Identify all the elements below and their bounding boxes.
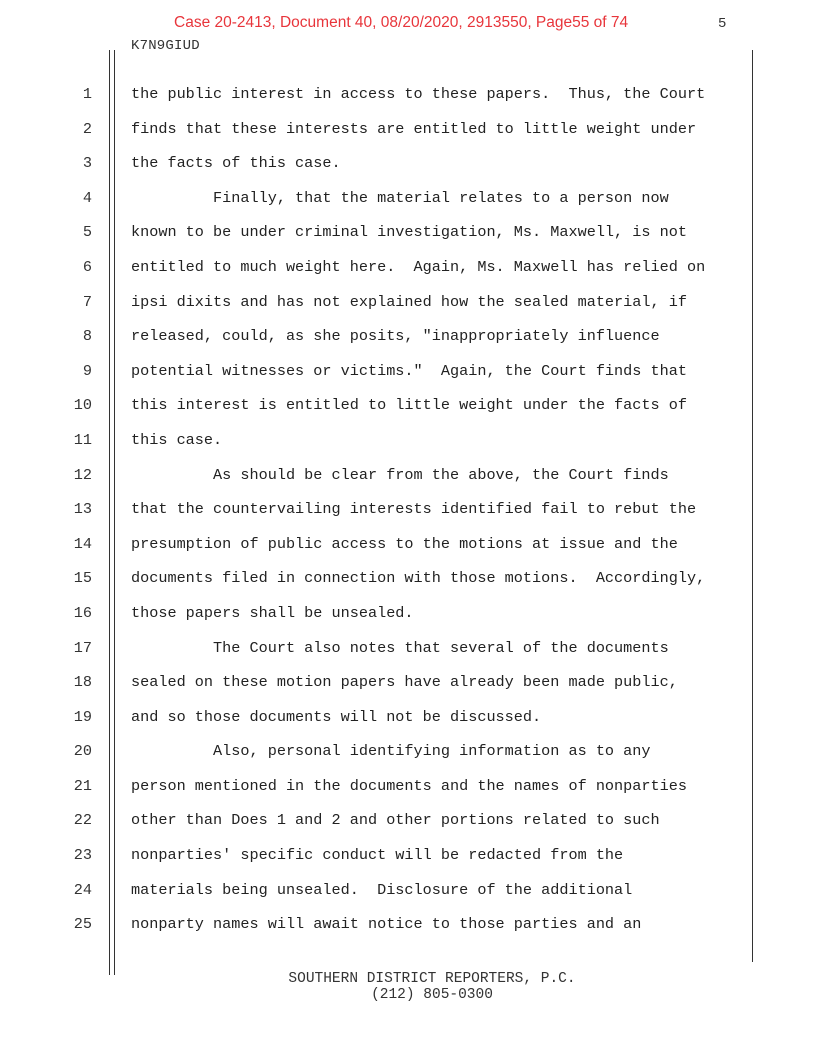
line-number: 25 xyxy=(73,915,92,934)
line-text: As should be clear from the above, the Court finds xyxy=(131,465,669,484)
line-text: Also, personal identifying information as to any xyxy=(131,742,651,761)
line-text: entitled to much weight here. Again, Ms. Maxwell has relied on xyxy=(131,257,706,276)
line-text: person mentioned in the documents and the names of nonparties xyxy=(131,776,687,795)
line-text: other than Does 1 and 2 and other portions related to such xyxy=(131,811,660,830)
line-number: 21 xyxy=(73,776,92,795)
transcript-line xyxy=(0,492,816,527)
transcript-line xyxy=(0,561,816,596)
transcript-line xyxy=(0,112,816,147)
line-number: 24 xyxy=(73,880,92,899)
line-text: nonparty names will await notice to those parties and an xyxy=(131,915,642,934)
transcript-line xyxy=(0,527,816,562)
line-text: potential witnesses or victims." Again, the Court finds that xyxy=(131,361,687,380)
line-number: 13 xyxy=(73,500,92,519)
transcript-line xyxy=(0,423,816,458)
transcript-line xyxy=(0,838,816,873)
transcript-line xyxy=(0,77,816,112)
transcript-line xyxy=(0,631,816,666)
transcript-line xyxy=(0,388,816,423)
case-stamp: Case 20-2413, Document 40, 08/20/2020, 2913550, Page55 of 74 xyxy=(174,14,629,31)
document-id: K7N9GIUD xyxy=(131,38,200,54)
line-text: sealed on these motion papers have already been made public, xyxy=(131,673,678,692)
line-number: 22 xyxy=(73,811,92,830)
line-text: this case. xyxy=(131,430,223,449)
line-text: known to be under criminal investigation, Ms. Maxwell, is not xyxy=(131,223,687,242)
line-text: nonparties' specific conduct will be redacted from the xyxy=(131,846,624,865)
transcript-line xyxy=(0,907,816,942)
line-number: 10 xyxy=(73,396,92,415)
footer-phone: (212) 805-0300 xyxy=(371,987,493,1003)
line-number: 16 xyxy=(73,603,92,622)
transcript-line xyxy=(0,285,816,320)
line-number: 3 xyxy=(82,154,92,173)
transcript-line xyxy=(0,215,816,250)
transcript-line xyxy=(0,181,816,216)
line-text: finds that these interests are entitled to little weight under xyxy=(131,119,697,138)
transcript-body xyxy=(0,77,816,942)
line-number: 23 xyxy=(73,846,92,865)
line-number: 5 xyxy=(82,223,92,242)
line-text: the facts of this case. xyxy=(131,154,341,173)
line-number: 7 xyxy=(82,292,92,311)
line-number: 18 xyxy=(73,673,92,692)
page-number: 5 xyxy=(718,16,727,32)
line-number: 14 xyxy=(73,534,92,553)
line-number: 6 xyxy=(82,257,92,276)
line-text: materials being unsealed. Disclosure of the additional xyxy=(131,880,633,899)
transcript-line xyxy=(0,769,816,804)
transcript-line xyxy=(0,146,816,181)
line-number: 12 xyxy=(73,465,92,484)
transcript-line xyxy=(0,458,816,493)
line-text: ipsi dixits and has not explained how the sealed material, if xyxy=(131,292,687,311)
transcript-line xyxy=(0,734,816,769)
transcript-line xyxy=(0,803,816,838)
line-number: 11 xyxy=(73,430,92,449)
line-number: 9 xyxy=(82,361,92,380)
transcript-line xyxy=(0,596,816,631)
line-number: 4 xyxy=(82,188,92,207)
line-text: documents filed in connection with those motions. Accordingly, xyxy=(131,569,706,588)
line-number: 17 xyxy=(73,638,92,657)
footer-reporter: SOUTHERN DISTRICT REPORTERS, P.C. xyxy=(288,971,576,987)
line-text: Finally, that the material relates to a person now xyxy=(131,188,669,207)
line-text: the public interest in access to these papers. Thus, the Court xyxy=(131,85,706,103)
line-text: and so those documents will not be discussed. xyxy=(131,707,542,726)
line-text: released, could, as she posits, "inappropriately influence xyxy=(131,327,660,346)
line-text: this interest is entitled to little weight under the facts of xyxy=(131,396,687,415)
line-number: 15 xyxy=(73,569,92,588)
line-text: The Court also notes that several of the documents xyxy=(131,638,669,657)
line-number: 2 xyxy=(82,119,92,138)
line-number: 8 xyxy=(82,327,92,346)
transcript-line xyxy=(0,354,816,389)
transcript-line xyxy=(0,700,816,735)
line-text: that the countervailing interests identified fail to rebut the xyxy=(131,500,697,519)
line-number: 19 xyxy=(73,707,92,726)
line-number: 1 xyxy=(82,85,92,103)
transcript-line xyxy=(0,873,816,908)
transcript-line xyxy=(0,319,816,354)
line-text: those papers shall be unsealed. xyxy=(131,603,414,622)
line-number: 20 xyxy=(73,742,92,761)
line-text: presumption of public access to the motions at issue and the xyxy=(131,534,678,553)
transcript-line xyxy=(0,250,816,285)
transcript-line xyxy=(0,665,816,700)
